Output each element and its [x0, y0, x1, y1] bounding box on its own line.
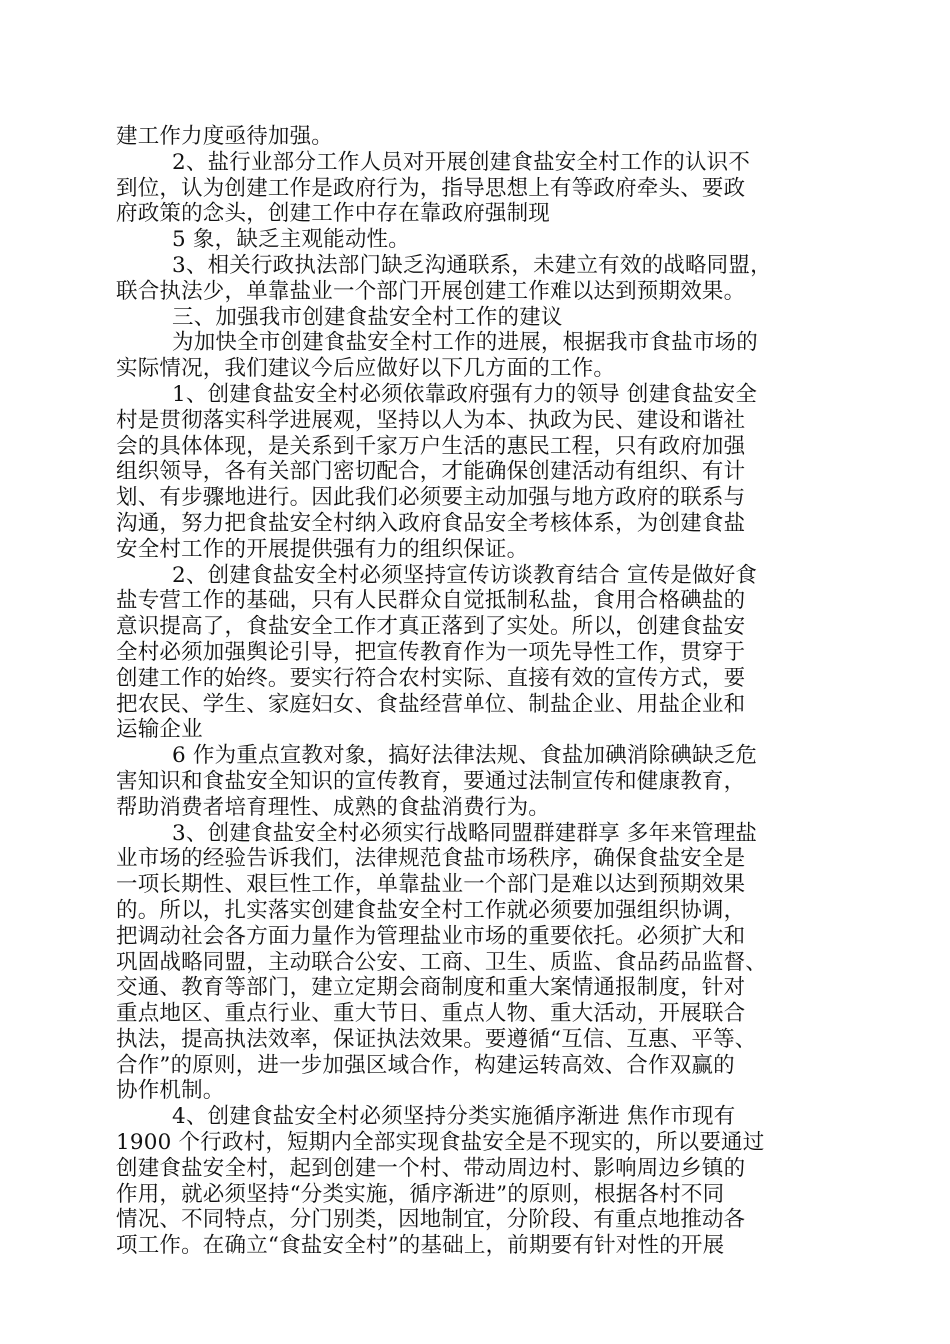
text-line: 运输企业: [116, 717, 203, 743]
text-line: 执法，提高执法效率，保证执法效果。要遵循“互信、互惠、平等、: [116, 1026, 757, 1052]
text-line: 重点地区、重点行业、重大节日、重点人物、重大活动，开展联合: [116, 1001, 746, 1027]
text-line: 交通、教育等部门，建立定期会商制度和重大案情通报制度，针对: [116, 975, 746, 1001]
text-line: 害知识和食盐安全知识的宣传教育，要通过法制宣传和健康教育，: [116, 768, 746, 794]
text-line: 全村必须加强舆论引导，把宣传教育作为一项先导性工作，贯穿于: [116, 639, 746, 665]
text-line: 创建工作的始终。要实行符合农村实际、直接有效的宣传方式，要: [116, 665, 746, 691]
text-line: 5 象，缺乏主观能动性。: [172, 227, 410, 253]
text-line: 2、盐行业部分工作人员对开展创建食盐安全村工作的认识不: [172, 149, 751, 175]
text-line: 村是贯彻落实科学进展观，坚持以人为本、执政为民、建设和谐社: [116, 407, 746, 433]
text-line: 实际情况，我们建议今后应做好以下几方面的工作。: [116, 356, 616, 382]
text-line: 6 作为重点宣教对象，搞好法律法规、食盐加碘消除碘缺乏危: [172, 743, 758, 769]
text-line: 巩固战略同盟，主动联合公安、工商、卫生、质监、食品药品监督、: [116, 949, 768, 975]
text-line: 帮助消费者培育理性、成熟的食盐消费行为。: [116, 794, 551, 820]
text-line: 会的具体体现，是关系到千家万户生活的惠民工程，只有政府加强: [116, 433, 746, 459]
text-line: 把农民、学生、家庭妇女、食盐经营单位、制盐企业、用盐企业和: [116, 691, 746, 717]
text-line: 盐专营工作的基础，只有人民群众自觉抵制私盐，食用合格碘盐的: [116, 588, 746, 614]
text-line: 作用，就必须坚持“分类实施，循序渐进”的原则，根据各村不同: [116, 1181, 725, 1207]
text-line: 府政策的念头，创建工作中存在靠政府强制现: [116, 201, 551, 227]
text-line: 业市场的经验告诉我们，法律规范食盐市场秩序，确保食盐安全是: [116, 846, 746, 872]
text-line: 1、创建食盐安全村必须依靠政府强有力的领导 创建食盐安全: [172, 381, 758, 407]
text-line: 2、创建食盐安全村必须坚持宣传访谈教育结合 宣传是做好食: [172, 562, 758, 588]
text-line: 建工作力度亟待加强。: [116, 124, 334, 149]
text-line: 安全村工作的开展提供强有力的组织保证。: [116, 536, 529, 562]
text-line: 合作”的原则，进一步加强区域合作，构建运转高效、合作双赢的: [116, 1052, 735, 1078]
text-line: 创建食盐安全村，起到创建一个村、带动周边村、影响周边乡镇的: [116, 1155, 746, 1181]
text-line: 为加快全市创建食盐安全村工作的进展，根据我市食盐市场的: [172, 330, 758, 356]
text-line: 3、相关行政执法部门缺乏沟通联系，未建立有效的战略同盟，: [172, 252, 772, 278]
document-body: [116, 124, 816, 1259]
text-line: 的。所以，扎实落实创建食盐安全村工作就必须要加强组织协调，: [116, 897, 746, 923]
text-line: 一项长期性、艰巨性工作，单靠盐业一个部门是难以达到预期效果: [116, 872, 746, 898]
section-heading: 三、加强我市创建食盐安全村工作的建议: [172, 304, 563, 330]
text-line: 4、创建食盐安全村必须坚持分类实施循序渐进 焦作市现有: [172, 1104, 736, 1130]
text-line: 沟通，努力把食盐安全村纳入政府食品安全考核体系，为创建食盐: [116, 510, 746, 536]
text-line: 3、创建食盐安全村必须实行战略同盟群建群享 多年来管理盐: [172, 820, 758, 846]
text-line: 1900 个行政村，短期内全部实现食盐安全是不现实的，所以要通过: [116, 1130, 765, 1156]
text-line: 到位，认为创建工作是政府行为，指导思想上有等政府牵头、要政: [116, 175, 746, 201]
text-line: 项工作。在确立“食盐安全村”的基础上，前期要有针对性的开展: [116, 1233, 725, 1259]
text-line: 把调动社会各方面力量作为管理盐业市场的重要依托。必须扩大和: [116, 923, 746, 949]
text-line: 协作机制。: [116, 1078, 225, 1104]
text-line: 意识提高了，食盐安全工作才真正落到了实处。所以，创建食盐安: [116, 614, 746, 640]
text-line: 组织领导，各有关部门密切配合，才能确保创建活动有组织、有计: [116, 459, 746, 485]
text-line: 划、有步骤地进行。因此我们必须要主动加强与地方政府的联系与: [116, 485, 746, 511]
text-line: 情况、不同特点，分门别类，因地制宜，分阶段、有重点地推动各: [116, 1207, 746, 1233]
text-line: 联合执法少，单靠盐业一个部门开展创建工作难以达到预期效果。: [116, 278, 746, 304]
